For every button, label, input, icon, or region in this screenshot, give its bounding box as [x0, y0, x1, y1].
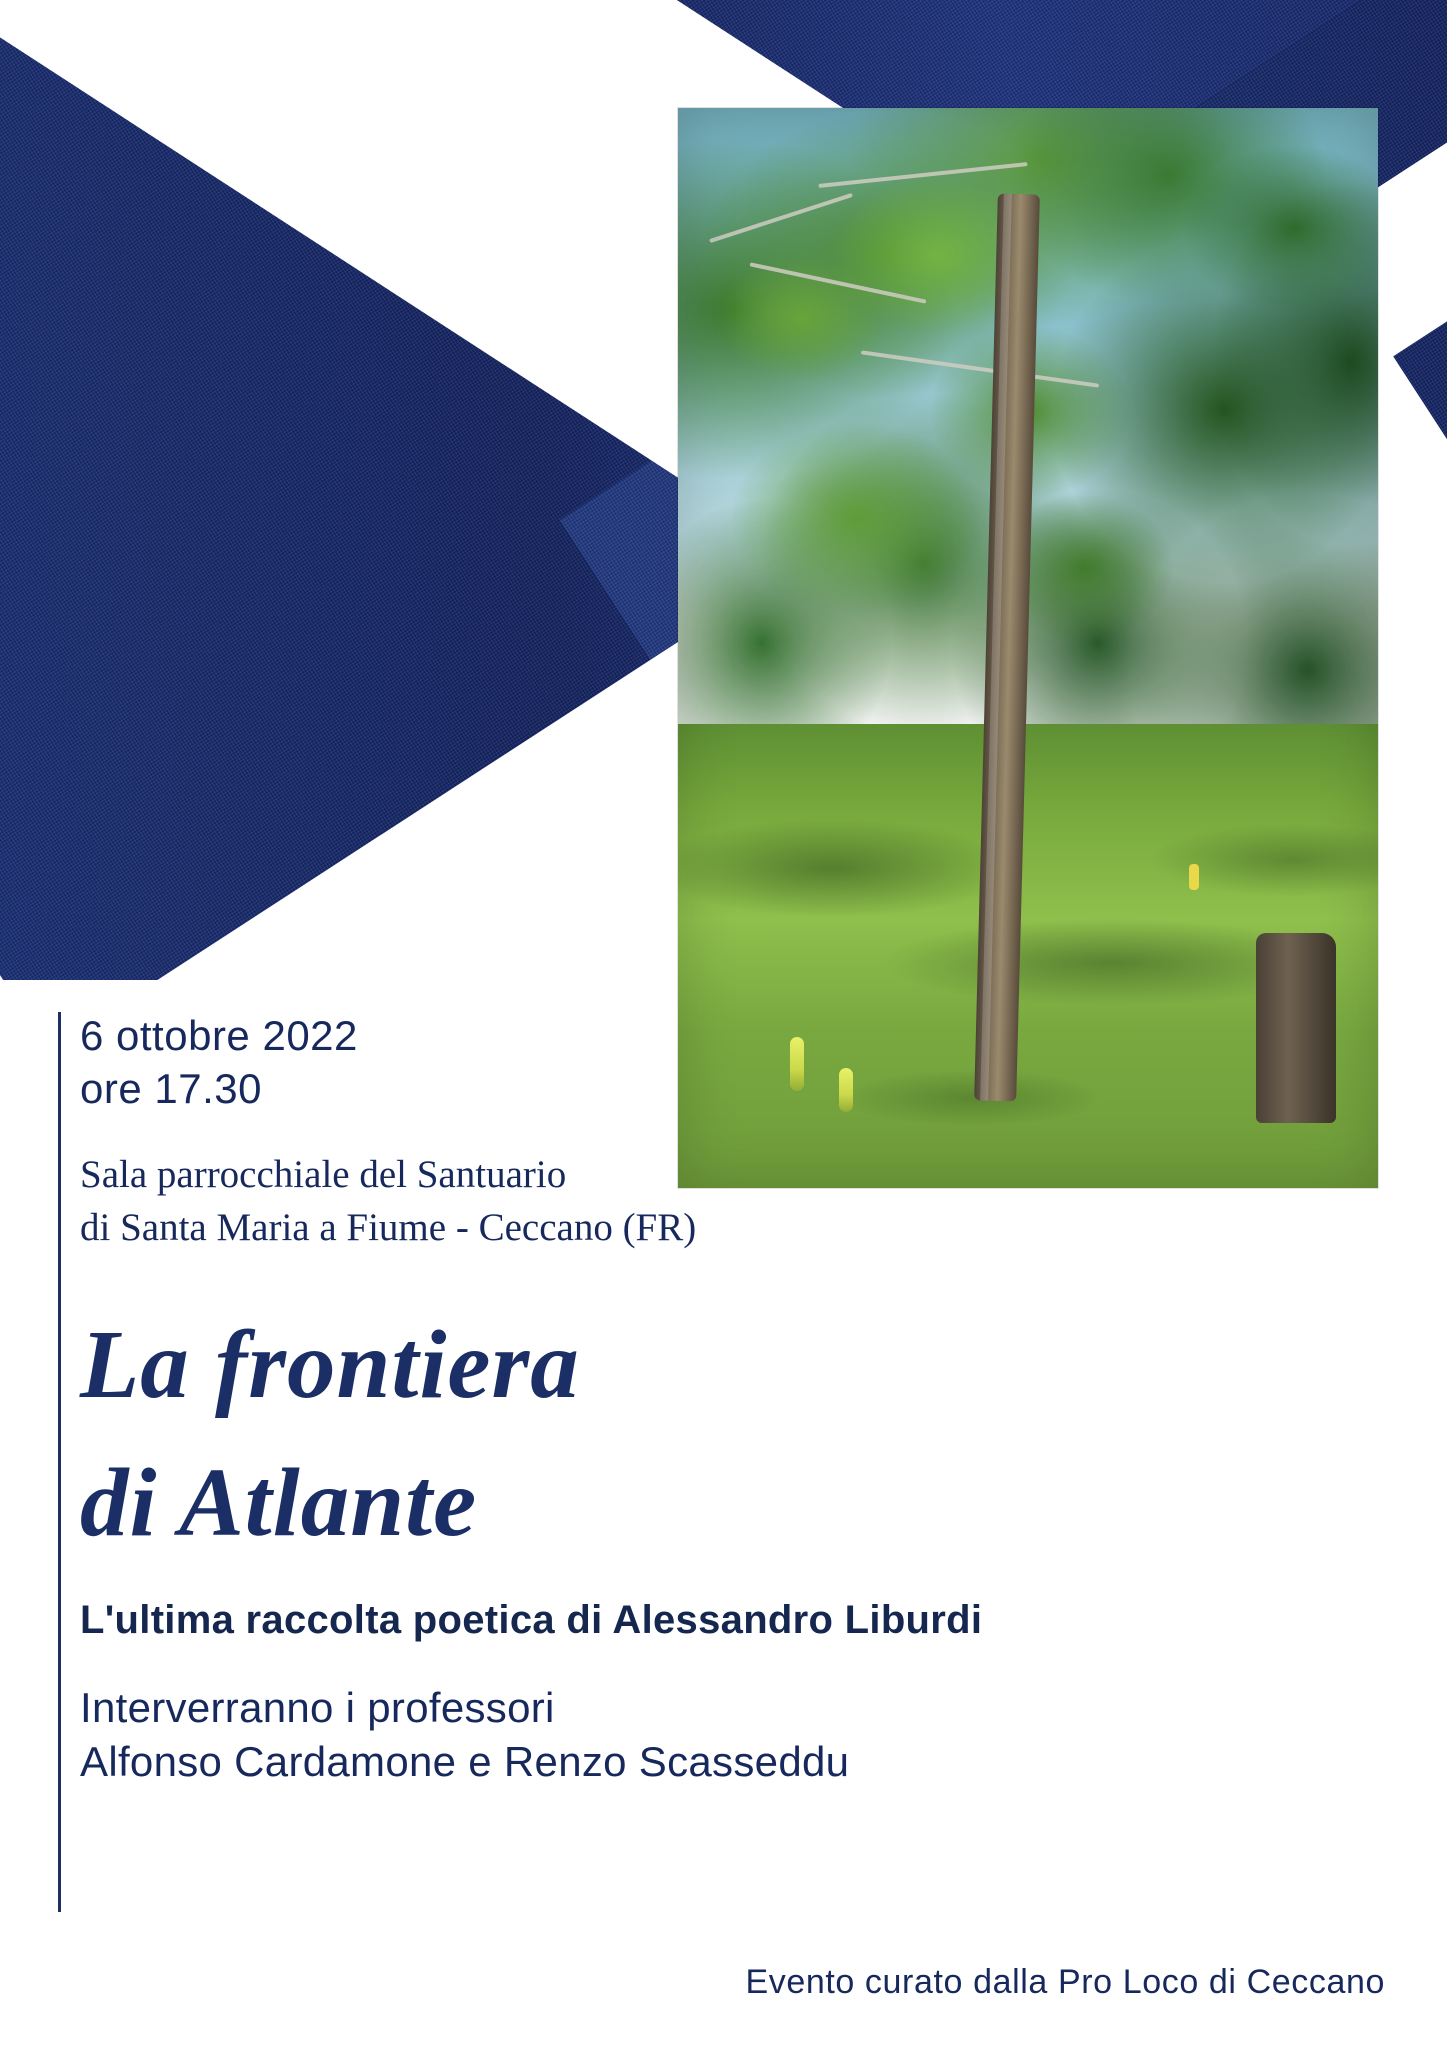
venue-line-2: di Santa Maria a Fiume - Ceccano (FR) [80, 1205, 697, 1249]
venue-line-1: Sala parrocchiale del Santuario [80, 1153, 567, 1196]
event-date: 6 ottobre 2022 [80, 1012, 358, 1059]
title-line-1: La frontiera [80, 1311, 580, 1419]
speakers-intro: Interverranno i professori [80, 1683, 555, 1731]
footer-credit: Evento curato dalla Pro Loco di Ceccano [745, 1963, 1385, 2001]
speakers-block [58, 1681, 1388, 1790]
event-venue [58, 1149, 1388, 1254]
title-line-2: di Atlante [80, 1449, 478, 1557]
speakers-names: Alfonso Cardamone e Renzo Scasseddu [80, 1738, 850, 1786]
page-title [58, 1296, 1388, 1571]
event-datetime [58, 1010, 1388, 1115]
poster-text-block [58, 1010, 1388, 1790]
subtitle: L'ultima raccolta poetica di Alessandro Liburdi [80, 1597, 983, 1642]
event-time: ore 17.30 [80, 1064, 262, 1112]
